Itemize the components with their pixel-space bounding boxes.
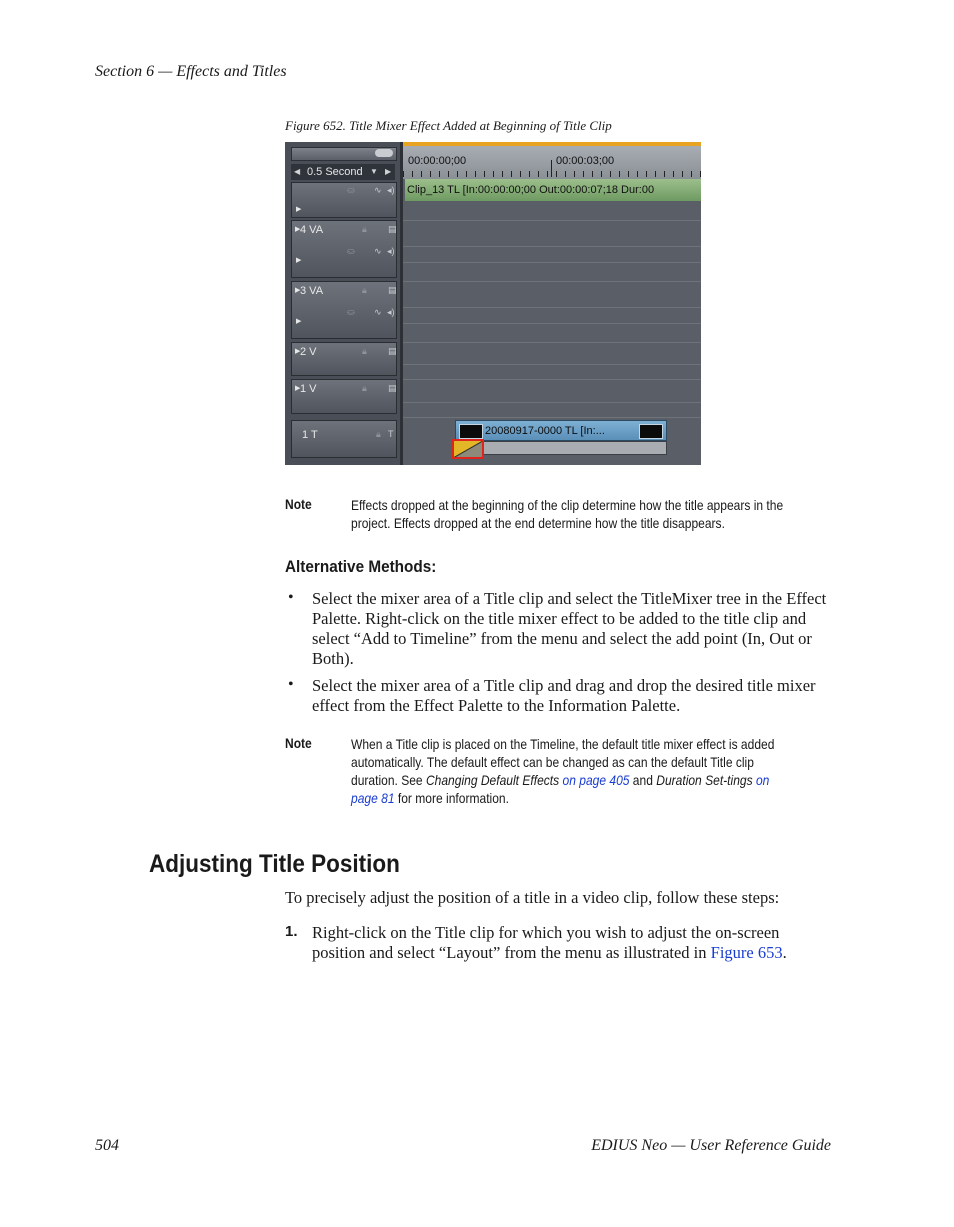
track-header-panel: [285, 142, 403, 465]
expand-icon[interactable]: ▶: [295, 348, 301, 355]
note-text: Effects dropped at the beginning of the clip determine how the title appears in the project. Effects dropped at the end determine how the title disappears.: [351, 497, 784, 531]
note-text-part: and: [629, 772, 657, 788]
note-text: [351, 735, 798, 807]
track-header-2v[interactable]: [291, 342, 397, 376]
timeline-screenshot: [285, 142, 701, 465]
note-text-part: When a Title clip is placed on the Timeline, the default title mixer effect is added automatically. The default effect can be changed as can the default Title clip duration. See: [351, 736, 775, 788]
track-name: 3 VA: [300, 285, 324, 297]
time-ruler[interactable]: [403, 142, 701, 179]
audio-clip[interactable]: Clip_13 TL [In:00:00:00;00 Out:00:00:07;18 Dur:00: [405, 179, 701, 201]
ruler-timecode-mark: 00:00:03;00: [556, 155, 615, 167]
speaker-icon[interactable]: ◂): [387, 307, 395, 317]
track-header-3va[interactable]: [291, 281, 397, 339]
alt-methods-heading: Alternative Methods:: [285, 557, 437, 576]
scale-right-arrow-icon[interactable]: ▶: [385, 167, 392, 176]
figure-link[interactable]: Figure 653: [710, 943, 783, 962]
speaker-icon[interactable]: ◂): [387, 185, 395, 195]
scale-left-arrow-icon[interactable]: ◀: [294, 167, 301, 176]
ruler-ticks: [403, 171, 701, 177]
timescale-label: 0.5 Second: [307, 166, 363, 178]
timeline-area[interactable]: [403, 142, 701, 465]
timescale-selector[interactable]: [291, 164, 395, 180]
page-number: 504: [95, 1137, 119, 1154]
lane-divider: [403, 307, 701, 308]
bullet-marker: •: [288, 589, 294, 606]
lock-icon[interactable]: ⛀: [347, 185, 355, 195]
bullet-item: Select the mixer area of a Title clip and drag and drop the desired title mixer effect from the Effect Palette to the Information Palette.: [312, 676, 816, 715]
film-icon[interactable]: ▤: [388, 285, 397, 295]
mute-icon[interactable]: ⛀: [347, 246, 355, 256]
waveform-icon[interactable]: ∿: [374, 307, 382, 317]
page-link[interactable]: on page 405: [562, 772, 630, 788]
title-mixer-area[interactable]: [455, 441, 667, 455]
zoom-slider[interactable]: [291, 147, 397, 161]
note-text-part: for more information.: [394, 790, 509, 806]
cross-reference: Duration Set-tings: [656, 772, 753, 788]
title-track-icon[interactable]: T: [388, 429, 394, 439]
clip-thumbnail-out: [639, 424, 663, 439]
speaker-icon[interactable]: ◂): [387, 246, 395, 256]
track-header-1v[interactable]: [291, 379, 397, 414]
film-icon[interactable]: ▤: [388, 224, 397, 234]
cross-reference: Changing Default Effects: [425, 772, 560, 788]
expand-icon[interactable]: ▶: [296, 206, 302, 213]
step-text-part: Right-click on the Title clip for which you wish to adjust the on-screen position and select “Layout” from the menu as illustrated in: [312, 923, 780, 962]
lane-divider: [403, 281, 701, 282]
lane-divider: [403, 417, 701, 418]
title-clip-label: 20080917-0000 TL [In:...: [485, 425, 605, 437]
step-text-end: .: [782, 943, 787, 962]
bullet-marker: •: [288, 676, 294, 693]
expand-icon[interactable]: ▶: [295, 385, 301, 392]
lane-divider: [403, 342, 701, 343]
track-name: 4 VA: [300, 224, 324, 236]
bullet-item: Select the mixer area of a Title clip and select the TitleMixer tree in the Effect Palette. Right-click on the title mixer effect to be added to the title clip and select “Add to Timeline” from the menu and select the add point (In, Out or Both).: [312, 589, 827, 668]
expand-icon[interactable]: ▶: [295, 287, 301, 294]
running-header: Section 6 — Effects and Titles: [95, 63, 287, 80]
zoom-slider-knob[interactable]: [375, 149, 393, 157]
lane-divider: [403, 379, 701, 380]
lock-icon[interactable]: 🔒︎: [376, 429, 381, 439]
track-name: 2 V: [300, 346, 317, 358]
lock-icon[interactable]: 🔒︎: [362, 383, 367, 393]
lane-divider: [403, 262, 701, 263]
note-label: Note: [285, 496, 312, 512]
step-text: [312, 923, 832, 963]
ruler-timecode-start: 00:00:00;00: [408, 155, 467, 167]
lane-divider: [403, 402, 701, 403]
waveform-icon[interactable]: ∿: [374, 246, 382, 256]
title-clip[interactable]: [455, 420, 667, 441]
track-header-4va[interactable]: [291, 220, 397, 278]
note-label: Note: [285, 735, 312, 751]
film-icon[interactable]: ▤: [388, 346, 397, 356]
track-header-1t[interactable]: [291, 420, 397, 458]
lock-icon[interactable]: 🔒︎: [362, 285, 367, 295]
lane-divider: [403, 364, 701, 365]
footer-guide-title: EDIUS Neo — User Reference Guide: [591, 1137, 831, 1154]
title-mixer-effect-highlight[interactable]: [452, 439, 484, 459]
expand-icon[interactable]: ▶: [296, 257, 302, 264]
track-header-ta[interactable]: [291, 182, 397, 218]
lock-icon[interactable]: 🔒︎: [362, 346, 367, 356]
track-name: 1 T: [302, 429, 318, 441]
scale-dropdown-icon[interactable]: ▼: [370, 167, 378, 176]
page-link[interactable]: on page 81: [351, 772, 770, 806]
lane-divider: [403, 323, 701, 324]
lane-divider: [403, 220, 701, 221]
lock-icon[interactable]: 🔒︎: [362, 224, 367, 234]
clip-thumbnail-in: [459, 424, 483, 439]
track-name: 1 V: [300, 383, 317, 395]
expand-icon[interactable]: ▶: [295, 226, 301, 233]
section-title: Adjusting Title Position: [149, 850, 400, 878]
lane-divider: [403, 246, 701, 247]
mute-icon[interactable]: ⛀: [347, 307, 355, 317]
film-icon[interactable]: ▤: [388, 383, 397, 393]
waveform-icon[interactable]: ∿: [374, 185, 382, 195]
expand-icon[interactable]: ▶: [296, 318, 302, 325]
figure-caption: Figure 652. Title Mixer Effect Added at Beginning of Title Clip: [285, 118, 612, 133]
section-intro: To precisely adjust the position of a title in a video clip, follow these steps:: [285, 888, 780, 907]
step-number: 1.: [285, 923, 298, 940]
